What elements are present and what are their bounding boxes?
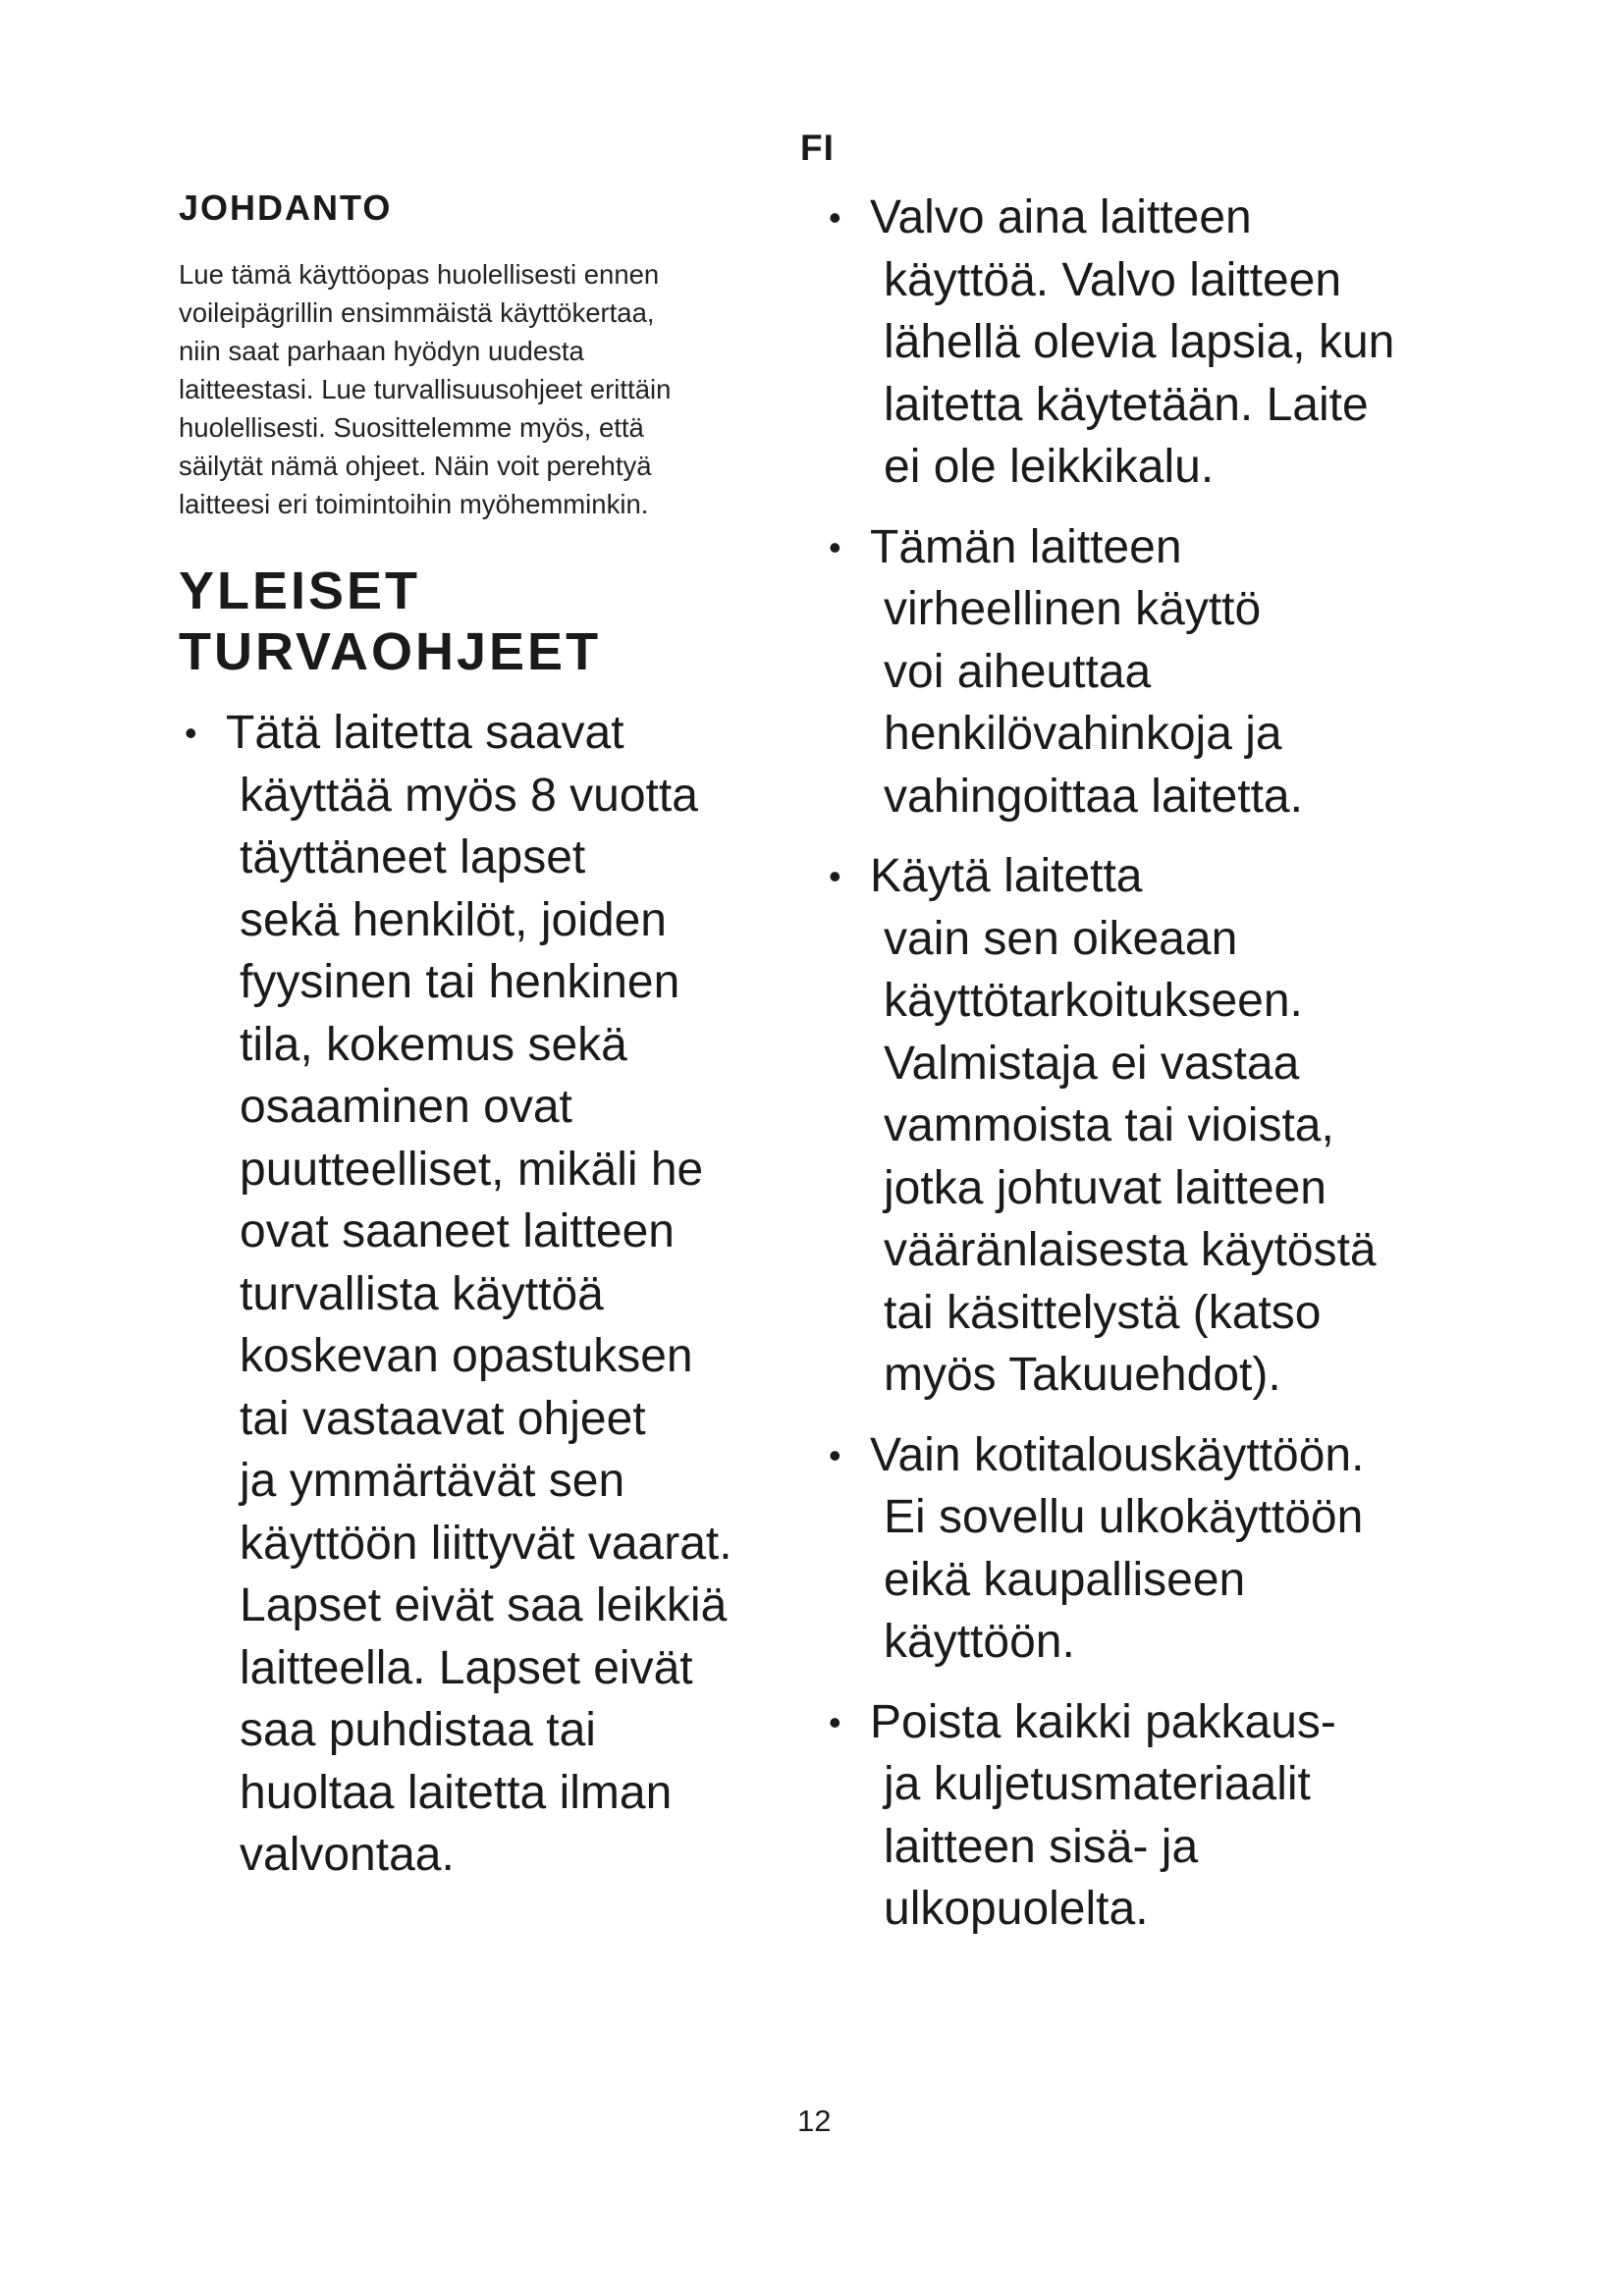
bullet-icon: • (829, 197, 841, 238)
list-item-first-line: Tämän laitteen (870, 520, 1182, 573)
list-item-text: käyttää myös 8 vuotta täyttäneet lapset sekä henkilöt, joiden fyysinen tai henkinen tila, kokemus sekä osaaminen ovat puutteelliset, mikäli he ovat saaneet laitteen turvallista käyttöä koskevan opastuksen tai vastaavat ohjeet ja ymmärtävät sen käyttöön liittyvät vaarat. Lapset eivät saa leikkiä laitteella. Lapset eivät saa puhdistaa tai huoltaa laitetta ilman valvontaa. (240, 769, 732, 1881)
bullet-icon: • (829, 526, 841, 567)
intro-text: Lue tämä käyttöopas huolellisesti ennen voileipägrillin ensimmäistä käyttökertaa, niin saat parhaan hyödyn uudesta laitteestasi. Lue turvallisuusohjeet erittäin huolellisesti. Suosittelemme myös, että säilytät nämä ohjeet. Näin voit perehtyä laitteesi eri toimintoihin myöhemminkin. (179, 259, 672, 519)
bullet-icon: • (185, 713, 197, 753)
list-item-text: käyttöä. Valvo laitteen lähellä olevia lapsia, kun laitetta käytetään. Laite ei ole leikkikalu. (884, 253, 1395, 493)
language-code: FI (800, 128, 835, 168)
list-item (823, 845, 1490, 1407)
right-column (823, 187, 1490, 1941)
list-item-text: ja kuljetusmateriaalit laitteen sisä- ja ulkopuolelta. (884, 1758, 1311, 1935)
list-item (823, 187, 1490, 499)
list-item-text: Ei sovellu ulkokäyttöön eikä kaupalliseen käyttöön. (884, 1491, 1364, 1668)
left-column (179, 188, 807, 1887)
bullet-icon: • (829, 1434, 841, 1475)
safety-heading: YLEISET TURVAOHJEET (179, 561, 602, 681)
list-item (823, 516, 1490, 828)
list-item-first-line: Käytä laitetta (870, 850, 1143, 902)
list-item-first-line: Poista kaikki pakkaus- (870, 1695, 1336, 1748)
list-item (179, 702, 807, 1887)
list-item-text: vain sen oikeaan käyttötarkoitukseen. Valmistaja ei vastaa vammoista tai vioista, jotka johtuvat laitteen vääränlaisesta käytöstä tai käsittelystä (katso myös Takuuehdot). (884, 912, 1377, 1401)
list-item-first-line: Valvo aina laitteen (870, 191, 1252, 243)
list-item-text: virheellinen käyttö voi aiheuttaa henkilövahinkoja ja vahingoittaa laitetta. (884, 583, 1303, 823)
list-item (823, 1424, 1490, 1674)
safety-list-right (823, 187, 1490, 1941)
page-number: 12 (797, 2104, 832, 2138)
list-item-first-line: Vain kotitalouskäyttöön. (870, 1428, 1365, 1481)
bullet-icon: • (829, 1701, 841, 1742)
safety-list-left (179, 702, 807, 1887)
intro-heading: JOHDANTO (179, 187, 393, 228)
list-item-first-line: Tätä laitetta saavat (226, 707, 624, 759)
list-item (823, 1691, 1490, 1941)
bullet-icon: • (829, 856, 841, 896)
